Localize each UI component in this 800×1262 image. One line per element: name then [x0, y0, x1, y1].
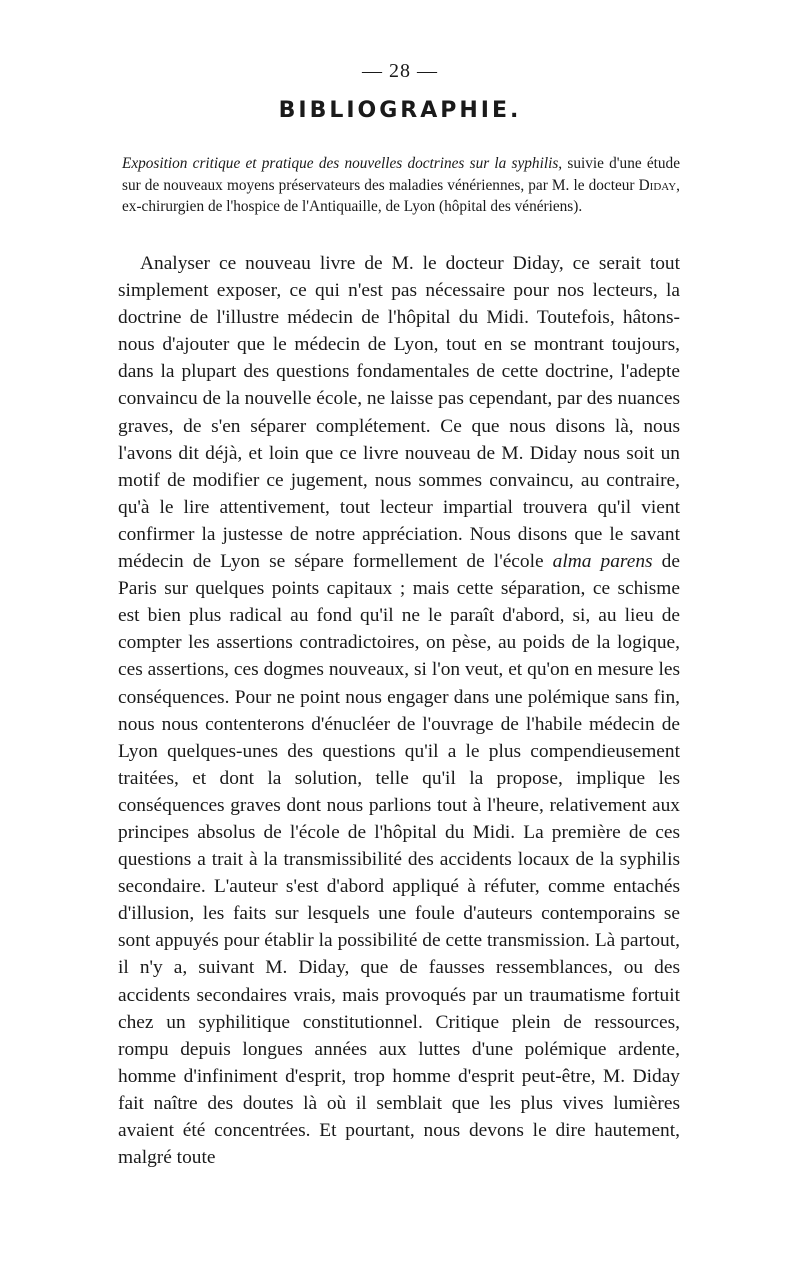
citation-author: Diday [638, 176, 677, 194]
section-heading: BIBLIOGRAPHIE. [278, 98, 522, 123]
paragraph-text-part2: de Paris sur quelques points capitaux ; mais cette séparation, ce schisme est bien plus radical au fond qu'il ne le paraît d'abord, si, au lieu de compter les assertions contradictoires, on pèse, au poids de la logique, ces assertions, ces dogmes nouveaux, si l'on veut, et qu'on en mesure les conséquences. Pour ne point nous engager dans une polémique sans fin, nous nous contenterons d'énucléer de l'ouvrage de l'habile médecin de Lyon quelques-unes des questions qu'il a le plus compendieusement traitées, et dont la solution, telle qu'il la propose, implique les conséquences graves dont nous parlions tout à l'heure, relativement aux principes absolus de l'école de l'hôpital du Midi. La première de ces questions a trait à la transmissibilité des accidents locaux de la syphilis secondaire. L'auteur s'est d'abord appliqué à réfuter, comme entachés d'illusion, les faits sur lesquels une foule d'auteurs contemporains se sont appuyés pour établir la possibilité de cette transmission. Là partout, il n'y a, suivant M. Diday, que de fausses ressemblances, ou des accidents secondaires vrais, mais provoqués par un traumatisme fortuit chez un syphilitique constitutionnel. Critique plein de ressources, rompu depuis longues années aux luttes d'une polémique ardente, homme d'infiniment d'esprit, trop homme d'esprit peut-être, M. Diday fait naître des doutes là où il semblait que les plus vives lumières avaient été concentrées. Et pourtant, nous devons le dire hautement, malgré toute [118, 551, 680, 1169]
paragraph-text-part1: Analyser ce nouveau livre de M. le docteur Diday, ce serait tout simplement exposer, ce qui n'est pas nécessaire pour nos lecteurs, la doctrine de l'illustre médecin de l'hôpital du Midi. Toutefois, hâtons-nous d'ajouter que le médecin de Lyon, tout en se montrant toujours, dans la plupart des questions fondamentales de cette doctrine, l'adepte convaincu de la nouvelle école, ne laisse pas cependant, par des nuances graves, de s'en séparer complétement. Ce que nous disons là, nous l'avons dit déjà, et loin que ce livre nouveau de M. Diday nous soit un motif de modifier ce jugement, nous sommes convaincu, au contraire, qu'à le lire attentivement, tout lecteur impartial trouvera qu'il vient confirmer la justesse de notre appréciation. Nous disons que le savant médecin de Lyon se sépare formellement de l'école [118, 253, 680, 573]
page-number: — 28 — [362, 60, 438, 82]
citation-affiliation: , ex-chirurgien de l'hospice de l'Antiquaille, de Lyon (hôpital des vénériens). [122, 176, 680, 215]
citation-description: suivie d'une étude sur de nouveaux moyens préservateurs des maladies vénériennes, par M. le docteur [122, 155, 680, 194]
paragraph-italic-phrase: alma parens [552, 551, 653, 573]
review-paragraph [118, 250, 680, 1171]
citation-title: Exposition critique et pratique des nouvelles doctrines sur la syphilis, [122, 155, 563, 172]
bibliographic-citation [122, 153, 680, 218]
